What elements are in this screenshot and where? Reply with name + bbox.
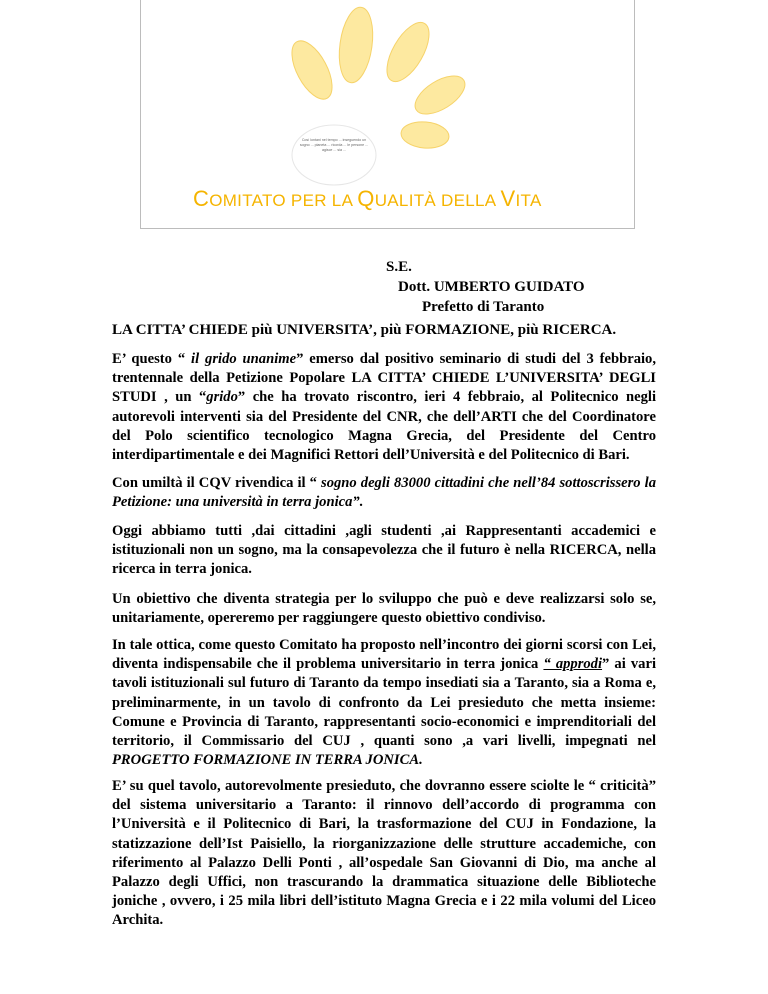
p1-emphasis-grido-unanime: il grido unanime [191, 351, 297, 367]
p5-text-c: ” ai vari tavoli istituzionali sul futuro di Taranto da tempo insediati sia a Taranto, sia a Roma e, preliminarmente, in un tavolo di confronto da Lei presieduto che metta insieme: Comune e Provincia di Taranto, rappresentanti socio-economici e imprenditoriali del territorio, il Commissario del CUJ , quanti sono ,a vari livelli, impegnati nel [112, 656, 656, 750]
logo-word-ualita: UALITÀ DELLA [374, 191, 501, 210]
logo-word-omitato: OMITATO PER LA [209, 191, 358, 210]
paragraph-2 [112, 474, 656, 512]
paragraph-4: Un obiettivo che diventa strategia per lo sviluppo che può e deve realizzarsi solo se, unitariamente, opereremo per raggiungere questo obiettivo condiviso. [112, 591, 656, 627]
p5-text-a: In tale ottica, come questo Comitato ha proposto nell’incontro dei giorni scorsi con Lei, diventa indispensabile che il problema universitario in terra jonica [112, 637, 656, 673]
paragraph-1 [112, 350, 656, 465]
p5-emphasis-progetto: PROGETTO FORMAZIONE IN TERRA JONICA. [112, 752, 423, 769]
p1-text-c: ” emerso dal positivo seminario di studi del 3 febbraio, trentennale della Petizione Popolare LA CITTA’ CHIEDE L’UNIVERSITA’ DEGLI STUDI , un “ [112, 351, 656, 406]
p1-text-e: ” che ha trovato riscontro, ieri 4 febbraio, al Politecnico negli autorevoli interventi sia del Presidente del CNR, che dell’ARTI che del Coordinatore del Polo scientifico tecnologico Magna Grecia, del Presidente del Centro interdipartimentale e dei Magnifici Rettori dell’Università e del Politecnico di Bari. [112, 389, 656, 464]
committee-logo [140, 0, 635, 229]
recipient-address [386, 257, 585, 317]
p2-emphasis-sogno: sogno degli 83000 cittadini che nell’84 sottoscrissero la Petizione: una università in terra jonica”. [112, 475, 656, 511]
address-line-name: Dott. UMBERTO GUIDATO [398, 279, 585, 295]
committee-name [193, 186, 542, 212]
logo-letter-q: Q [357, 186, 375, 211]
address-line-role: Prefetto di Taranto [422, 299, 545, 315]
petal-poem-text: Così lontani nel tempo ... inseguendo un sogno ... pianeta ... ricorda ... le persone ... agisce ... sia ... [299, 138, 369, 152]
logo-letter-v: V [500, 186, 516, 211]
paragraph-6: E’ su quel tavolo, autorevolmente presieduto, che dovranno essere sciolte le “ criticità” del sistema universitario a Taranto: il rinnovo dell’accordo di programma con l’Università e il Politecnico di Bari, la trasformazione del CUJ in Fondazione, la statizzazione dell’Ist Paisiello, la riorganizzazione delle strutture accademiche, con riferimento al Palazzo Delli Ponti , all’ospedale San Giovanni di Dio, ma anche al Palazzo degli Uffici, non trascurando la drammatica situazione delle Biblioteche joniche , ovvero, i 25 mila libri dell’istituto Magna Grecia e i 22 mila volumi del Liceo Archita. [112, 778, 656, 929]
p1-text-a: E’ questo “ [112, 351, 192, 367]
logo-letter-c: C [193, 186, 210, 211]
p1-emphasis-grido: grido [206, 389, 238, 406]
paragraph-5 [112, 636, 656, 770]
p5-emphasis-approdi: “ approdi [543, 656, 603, 673]
paragraph-3: Oggi abbiamo tutti ,dai cittadini ,agli studenti ,ai Rappresentanti accademici e istituzionali non un sogno, ma la consapevolezza che il futuro è nella RICERCA, nella ricerca in terra jonica. [112, 523, 656, 578]
letter-headline: LA CITTA’ CHIEDE più UNIVERSITA’, più FORMAZIONE, più RICERCA. [112, 322, 617, 338]
logo-word-ita: ITA [515, 191, 542, 210]
p2-text-a: Con umiltà il CQV rivendica il “ [112, 475, 322, 491]
address-line-honorific: S.E. [386, 259, 412, 275]
